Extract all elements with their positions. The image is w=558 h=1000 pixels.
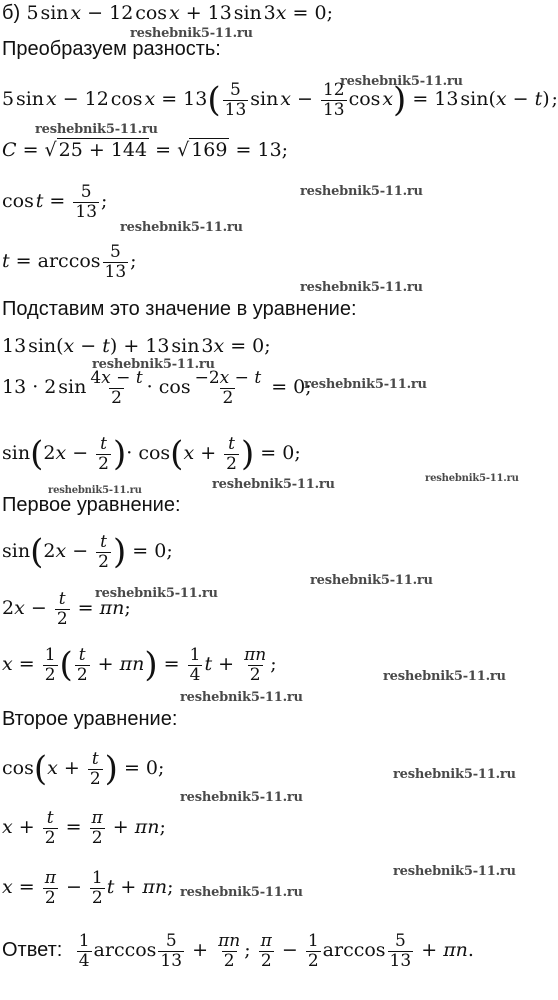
watermark: reshebnik5-11.ru: [48, 485, 142, 496]
equation-first: sin(2x − $\frac{t}{2}$ ) = 0;: [2, 531, 173, 572]
watermark: reshebnik5-11.ru: [92, 357, 215, 372]
watermark: reshebnik5-11.ru: [35, 122, 158, 137]
equation-second-step: x + $\frac{t}{2}$ = $\frac{\pi}{2}$ + πn;: [2, 807, 166, 848]
watermark: reshebnik5-11.ru: [180, 885, 303, 900]
equation-second-solution: x = $\frac{\pi}{2}$ − $\frac{1}{2}$ t + πn;: [2, 867, 174, 908]
watermark: reshebnik5-11.ru: [180, 690, 303, 705]
watermark: reshebnik5-11.ru: [304, 377, 427, 392]
watermark: reshebnik5-11.ru: [310, 573, 433, 588]
answer-line: Ответ: $\frac{1}{4}$ arccos $\frac{5}{13}$ + $\frac{\pi n}{2}$ ; $\frac{\pi}{2}$ − $\frac{1}{2}$ arccos $\frac{5}{13}$ + πn.: [2, 930, 474, 971]
watermark: reshebnik5-11.ru: [393, 864, 516, 879]
equation-c: C = √ 25 + 144 = √ 169 = 13;: [2, 139, 289, 161]
equation-substituted: 13 sin(x − t) + 13 sin 3x = 0;: [2, 335, 271, 357]
watermark: reshebnik5-11.ru: [95, 586, 218, 601]
watermark: reshebnik5-11.ru: [120, 220, 243, 235]
equation-t: t = arccos $\frac{5}{13}$ ;: [2, 241, 137, 282]
watermark: reshebnik5-11.ru: [300, 184, 423, 199]
equation-cos-t: cos t = $\frac{5}{13}$ ;: [2, 181, 108, 222]
equation-factored: sin(2x − $\frac{t}{2}$ )· cos(x + $\frac{t}{2}$ ) = 0;: [2, 433, 301, 474]
watermark: reshebnik5-11.ru: [212, 477, 335, 492]
paragraph-transform: Преобразуем разность:: [2, 38, 221, 60]
equation-product: 13 · 2 sin $\frac{4x - t}{2}$ · cos $\frac{-2x - t}{2}$ = 0;: [2, 367, 312, 408]
heading-second-equation: Второе уравнение:: [2, 708, 178, 730]
equation-second: cos(x + $\frac{t}{2}$ ) = 0;: [2, 748, 165, 789]
watermark: reshebnik5-11.ru: [393, 767, 516, 782]
problem-equation: б) 5 sin x − 12 cos x + 13 sin 3x = 0;: [2, 2, 333, 24]
problem-label: б): [2, 2, 21, 24]
heading-first-equation: Первое уравнение:: [2, 494, 181, 516]
watermark: reshebnik5-11.ru: [180, 790, 303, 805]
watermark: reshebnik5-11.ru: [130, 26, 253, 41]
watermark: reshebnik5-11.ru: [425, 473, 519, 484]
paragraph-substitute: Подставим это значение в уравнение:: [2, 298, 357, 320]
equation-first-solution: x = $\frac{1}{2}$ ( $\frac{t}{2}$ + πn) = $\frac{1}{4}$ t + $\frac{\pi n}{2}$ ;: [2, 644, 277, 685]
watermark: reshebnik5-11.ru: [340, 74, 463, 89]
watermark: reshebnik5-11.ru: [383, 669, 506, 684]
watermark: reshebnik5-11.ru: [300, 280, 423, 295]
equation-first-step: 2x − $\frac{t}{2}$ = πn;: [2, 588, 131, 629]
answer-label: Ответ:: [2, 939, 63, 961]
equation-difference: 5 sin x − 12 cos x = 13( $\frac{5}{13}$ sin x − $\frac{12}{13}$ cos x) = 13 sin(x − t) ;: [2, 79, 558, 120]
